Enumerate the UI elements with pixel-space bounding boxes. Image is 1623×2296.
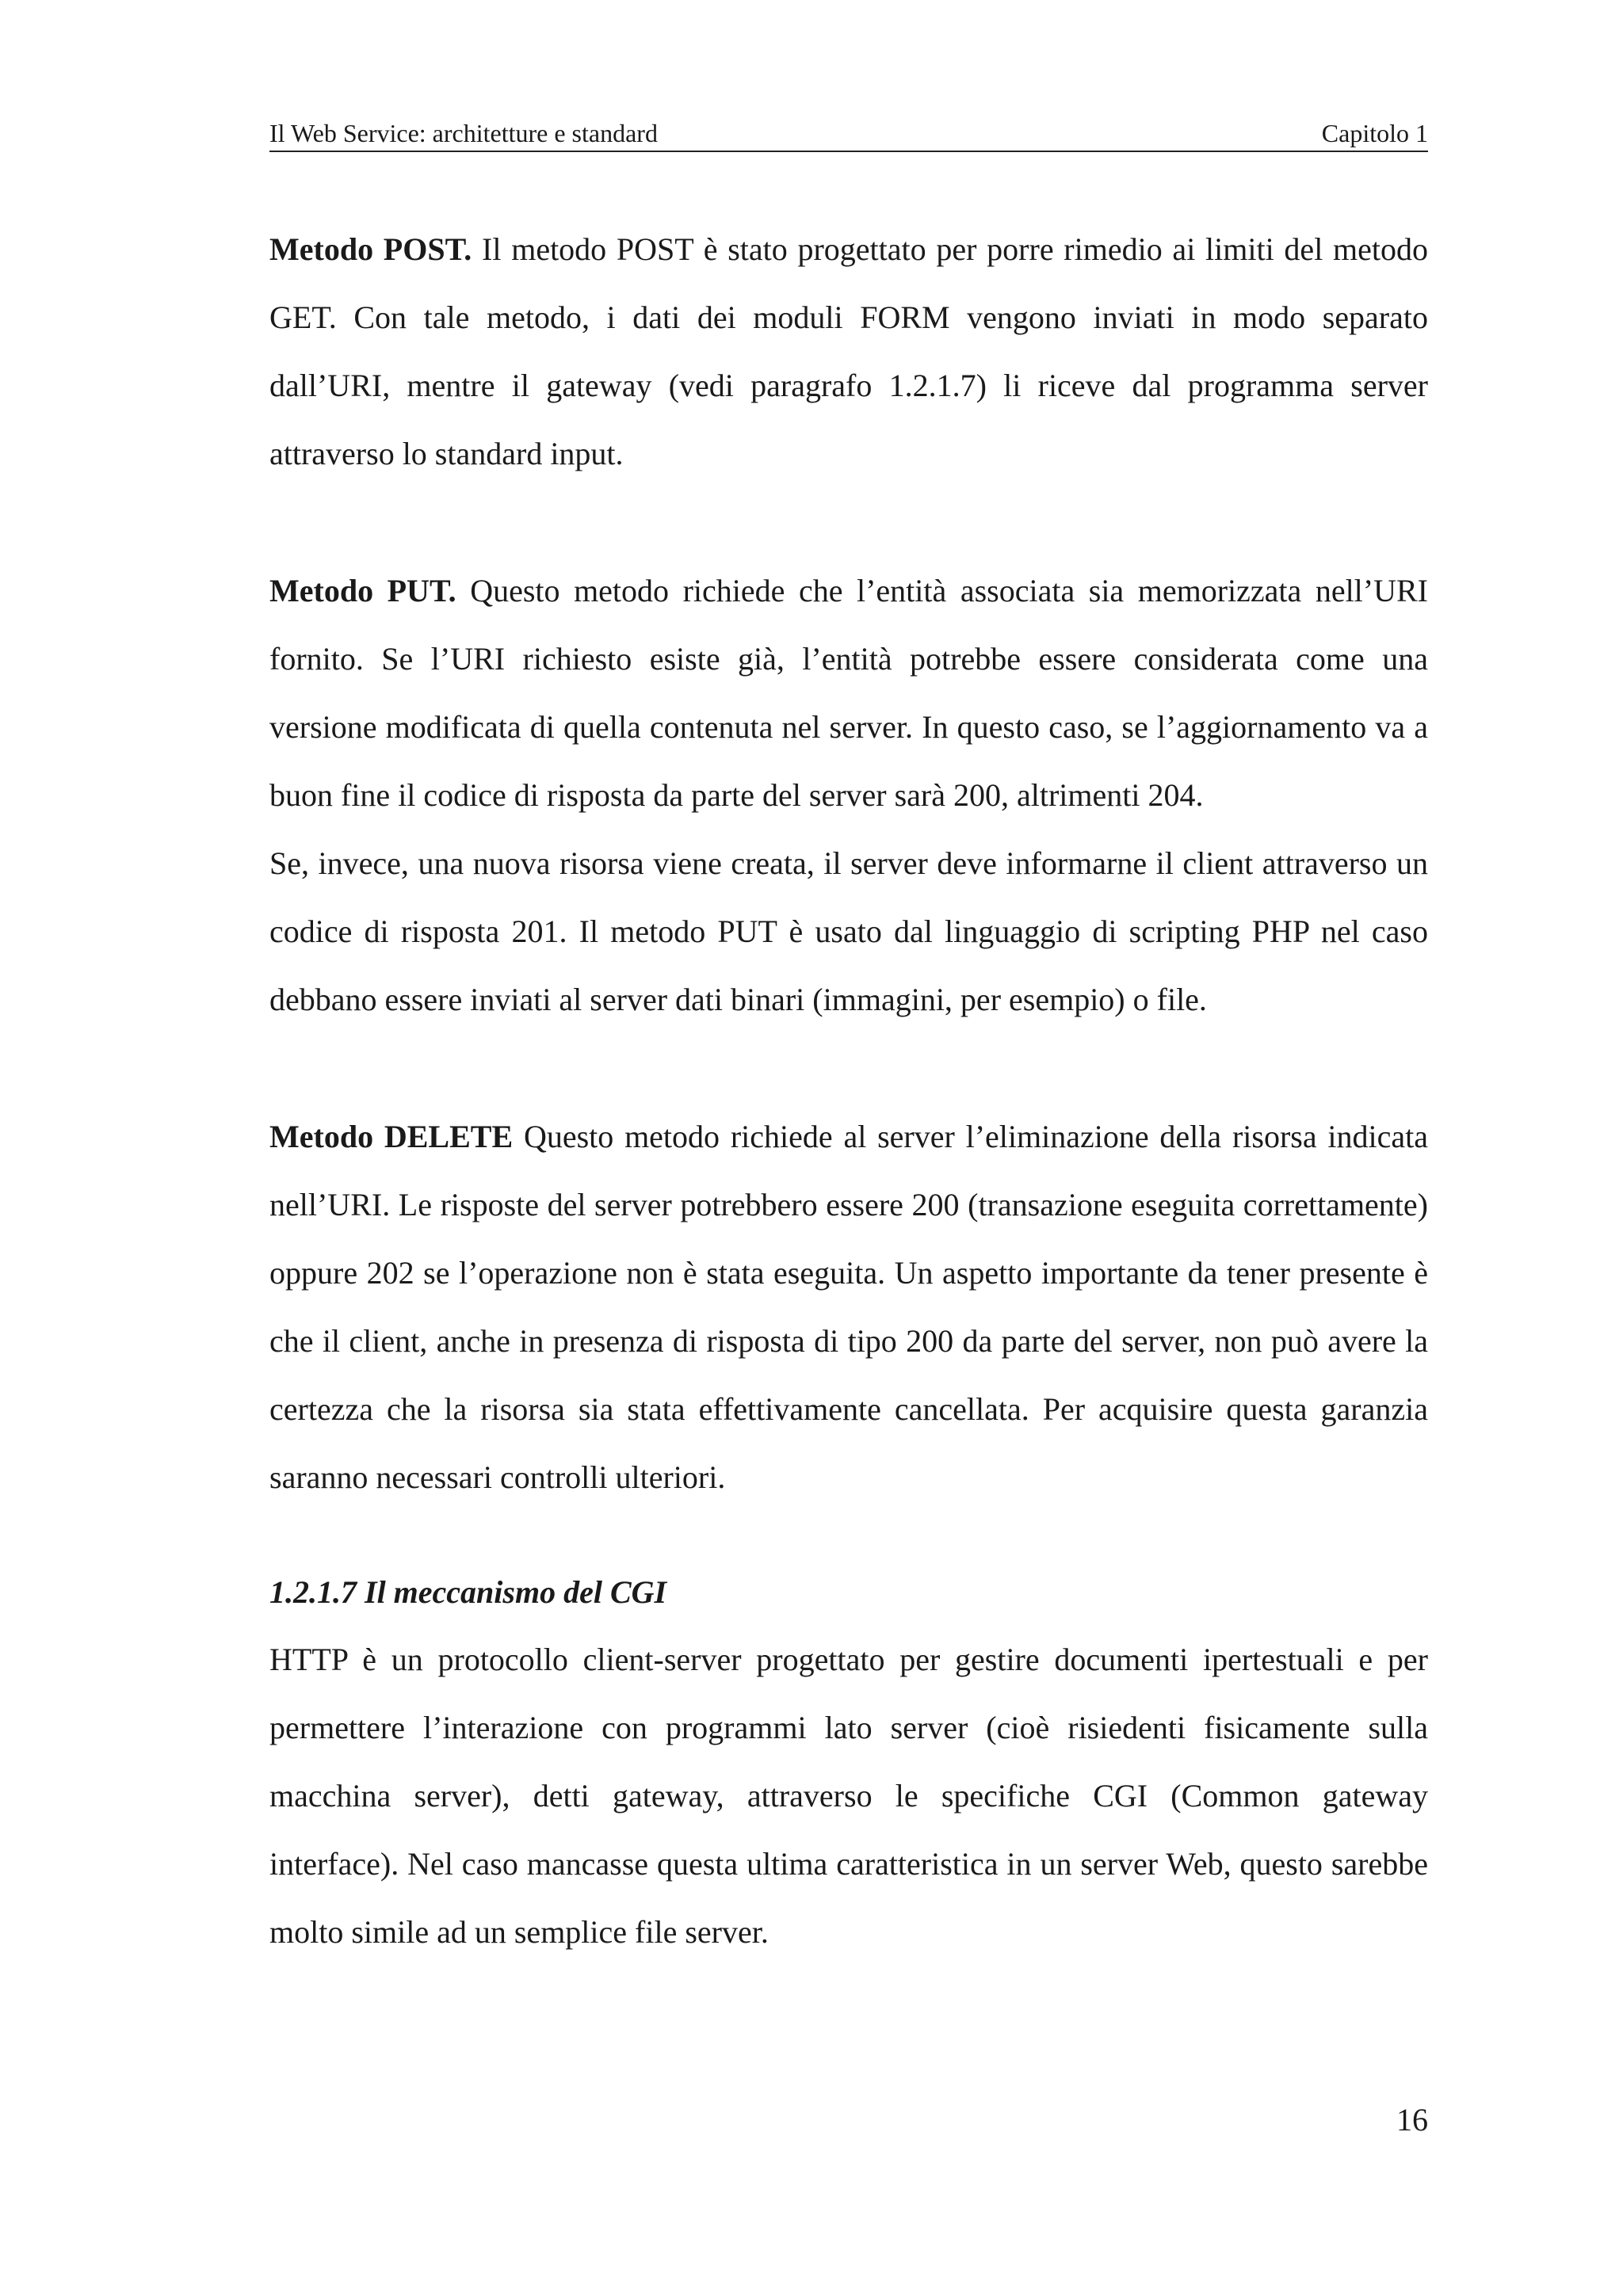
paragraph-lead: Metodo POST.	[269, 231, 472, 267]
paragraph-post	[269, 215, 1428, 488]
page-number: 16	[1396, 2102, 1428, 2138]
section-heading: 1.2.1.7 Il meccanismo del CGI	[269, 1574, 667, 1610]
paragraph-delete	[269, 1103, 1428, 1512]
paragraph-put-continued	[269, 830, 1428, 1034]
paragraph-lead: Metodo DELETE	[269, 1119, 514, 1154]
paragraph-lead: Metodo PUT.	[269, 573, 456, 608]
header-title: Il Web Service: architetture e standard	[269, 119, 658, 147]
paragraph-cgi	[269, 1626, 1428, 1966]
paragraph-text: Il metodo POST è stato progettato per porre rimedio ai limiti del metodo GET. Con tale metodo, i dati dei moduli FORM vengono inviati in modo separato dall’URI, mentre il gateway (vedi paragrafo 1.2.1.7) li riceve dal programma server attraverso lo standard input.	[269, 231, 1429, 471]
paragraph-text: HTTP è un protocollo client-server progettato per gestire documenti ipertestuali e per permettere l’interazione con programmi lato server (cioè risiedenti fisicamente sulla macchina server), detti gateway, attraverso le specifiche CGI (Common gateway interface). Nel caso mancasse questa ultima caratteristica in un server Web, questo sarebbe molto simile ad un semplice file server.	[269, 1642, 1428, 1950]
paragraph-text: Questo metodo richiede che l’entità associata sia memorizzata nell’URI fornito. Se l’URI richiesto esiste già, l’entità potrebbe essere considerata come una versione modificata di quella contenuta nel server. In questo caso, se l’aggiornamento va a buon fine il codice di risposta da parte del server sarà 200, altrimenti 204.	[269, 573, 1429, 813]
header-chapter: Capitolo 1	[1321, 119, 1428, 147]
paragraph-text: Questo metodo richiede al server l’eliminazione della risorsa indicata nell’URI. Le risposte del server potrebbero essere 200 (transazione eseguita correttamente) oppure 202 se l’operazione non è stata eseguita. Un aspetto importante da tener presente è che il client, anche in presenza di risposta di tipo 200 da parte del server, non può avere la certezza che la risorsa sia stata effettivamente cancellata. Per acquisire questa garanzia saranno necessari controlli ulteriori.	[269, 1119, 1428, 1495]
paragraph-put	[269, 557, 1428, 830]
paragraph-text: Se, invece, una nuova risorsa viene creata, il server deve informarne il client attraverso un codice di risposta 201. Il metodo PUT è usato dal linguaggio di scripting PHP nel caso debbano essere inviati al server dati binari (immagini, per esempio) o file.	[269, 845, 1428, 1017]
running-header	[269, 113, 1428, 152]
